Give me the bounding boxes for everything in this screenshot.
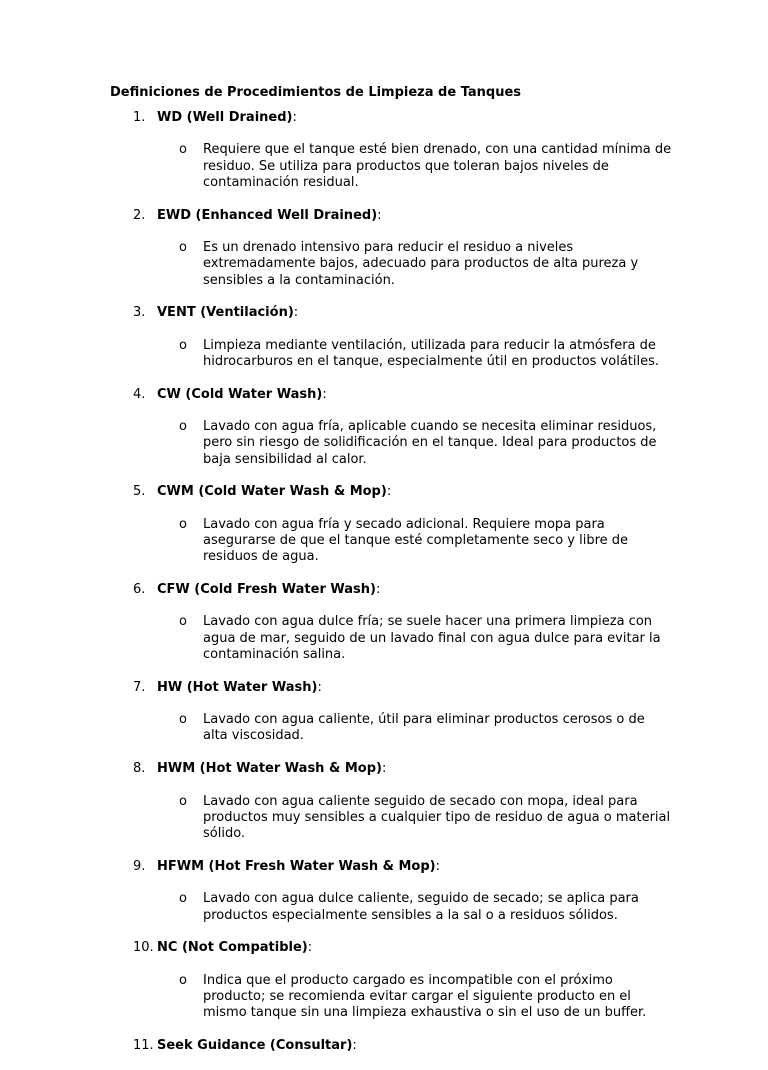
list-item-colon: : [381, 761, 387, 777]
list-item-heading [0, 484, 768, 500]
list-item-term [157, 484, 391, 500]
list-item [0, 859, 768, 924]
list-item-number: 4. [133, 386, 146, 402]
list-item-description: Lavado con agua fría, aplicable cuando se necesita eliminar residuos, pero sin riesgo de solidificación en el tanque. Ideal para productos de baja sensibilidad al calor. [203, 419, 657, 467]
list-item-colon: : [293, 305, 299, 321]
list-item-term [157, 761, 386, 777]
list-item [0, 305, 768, 370]
document-title: Definiciones de Procedimientos de Limpieza de Tanques [110, 85, 522, 100]
list-item-number: 7. [133, 679, 146, 695]
sub-bullet-item [0, 712, 768, 745]
list-item-term [157, 110, 297, 126]
list-item [0, 1038, 768, 1054]
bullet-marker: o [179, 516, 187, 532]
list-item-colon: : [375, 582, 381, 598]
sub-bullet-item [0, 614, 768, 663]
list-item-term [157, 208, 382, 224]
list-item-number: 11. [133, 1037, 154, 1053]
list-item-description: Lavado con agua dulce fría; se suele hacer una primera limpieza con agua de mar, seguido de un lavado final con agua dulce para evitar la contaminación salina. [203, 614, 661, 663]
sub-bullet-item [0, 794, 768, 843]
list-item [0, 484, 768, 565]
list-item-description: Indica que el producto cargado es incompatible con el próximo producto; se recomienda evitar cargar el siguiente producto en el mismo tanque sin una limpieza exhaustiva o sin el uso de un buffer. [203, 972, 647, 1021]
bullet-marker: o [179, 337, 187, 353]
list-item-term-text: HW (Hot Water Wash) [157, 679, 318, 695]
list-item-number: 9. [133, 858, 146, 874]
list-item-term-text: CWM (Cold Water Wash & Mop) [157, 484, 387, 500]
list-item [0, 680, 768, 745]
list-item-heading [0, 940, 768, 956]
list-item-description: Lavado con agua caliente seguido de secado con mopa, ideal para productos muy sensibles a cualquier tipo de residuo de agua o material sólido. [203, 793, 671, 842]
list-item-number: 6. [133, 582, 146, 598]
list-item-term-text: WD (Well Drained) [157, 110, 293, 125]
list-item-description: Lavado con agua dulce caliente, seguido de secado; se aplica para productos especialmente sensibles a la sal o a residuos sólidos. [203, 891, 639, 923]
bullet-marker: o [179, 614, 187, 630]
list-item-heading [0, 582, 768, 598]
list-item-term-text: CW (Cold Water Wash) [157, 386, 323, 402]
list-item-description: Requiere que el tanque esté bien drenado, con una cantidad mínima de residuo. Se utiliza para productos que toleran bajos niveles de contaminación residual. [203, 142, 672, 190]
list-item-colon: : [435, 858, 441, 874]
list-item-colon: : [377, 207, 382, 223]
list-item-term [157, 387, 327, 403]
sub-bullet-item [0, 240, 768, 289]
list-item-heading [0, 761, 768, 777]
list-item-term [157, 305, 298, 321]
list-item-term [157, 940, 312, 956]
bullet-marker: o [179, 419, 187, 435]
bullet-marker: o [179, 793, 187, 809]
sub-bullet-item [0, 142, 768, 191]
list-item-term [157, 859, 440, 875]
list-item-term-text: Seek Guidance (Consultar) [157, 1037, 353, 1053]
bullet-marker: o [179, 239, 187, 255]
list-item-heading [0, 859, 768, 875]
sub-bullet-item [0, 419, 768, 468]
list-item-colon: : [322, 386, 327, 402]
list-item [0, 940, 768, 1021]
sub-bullet-item [0, 517, 768, 566]
list-item-number: 2. [133, 207, 146, 223]
list-item-colon: : [386, 484, 392, 500]
list-item [0, 761, 768, 842]
list-item-number: 3. [133, 305, 146, 321]
list-item-colon: : [317, 679, 322, 695]
list-item [0, 110, 768, 191]
list-item-colon: : [352, 1037, 357, 1053]
sub-bullet-item [0, 973, 768, 1022]
bullet-marker: o [179, 891, 187, 907]
list-item-number: 10. [133, 940, 154, 956]
list-item-number: 5. [133, 484, 146, 500]
bullet-marker: o [179, 142, 187, 158]
list-item-description: Es un drenado intensivo para reducir el residuo a niveles extremadamente bajos, adecuado para productos de alta pureza y sensibles a la contaminación. [203, 239, 639, 288]
list-item [0, 387, 768, 468]
list-item-term-text: HFWM (Hot Fresh Water Wash & Mop) [157, 858, 436, 874]
list-item-number: 8. [133, 761, 146, 777]
list-item-term [157, 1038, 357, 1054]
list-item [0, 582, 768, 663]
list-item-term-text: VENT (Ventilación) [157, 305, 294, 321]
list-item-colon: : [292, 110, 297, 125]
list-item-term [157, 680, 322, 696]
bullet-marker: o [179, 712, 187, 728]
procedure-list [0, 110, 768, 1070]
list-item-colon: : [307, 940, 313, 956]
list-item-term-text: EWD (Enhanced Well Drained) [157, 207, 378, 223]
bullet-marker: o [179, 972, 187, 988]
list-item-number: 1. [133, 110, 146, 125]
list-item-description: Lavado con agua caliente, útil para eliminar productos cerosos o de alta viscosidad. [203, 712, 645, 744]
sub-bullet-item [0, 338, 768, 371]
list-item-heading [0, 387, 768, 403]
list-item-term [157, 582, 380, 598]
list-item-description: Lavado con agua fría y secado adicional. Requiere mopa para asegurarse de que el tanque esté completamente seco y libre de residuos de agua. [203, 516, 629, 565]
list-item-term-text: HWM (Hot Water Wash & Mop) [157, 761, 382, 777]
sub-bullet-item [0, 891, 768, 924]
list-item-term-text: CFW (Cold Fresh Water Wash) [157, 582, 376, 598]
list-item-heading [0, 680, 768, 696]
list-item [0, 208, 768, 289]
list-item-heading [0, 208, 768, 224]
list-item-heading [0, 305, 768, 321]
list-item-heading [0, 110, 768, 126]
list-item-description: Limpieza mediante ventilación, utilizada para reducir la atmósfera de hidrocarburos en el tanque, especialmente útil en productos volátiles. [203, 337, 660, 369]
list-item-term-text: NC (Not Compatible) [157, 940, 308, 956]
list-item-heading [0, 1038, 768, 1054]
